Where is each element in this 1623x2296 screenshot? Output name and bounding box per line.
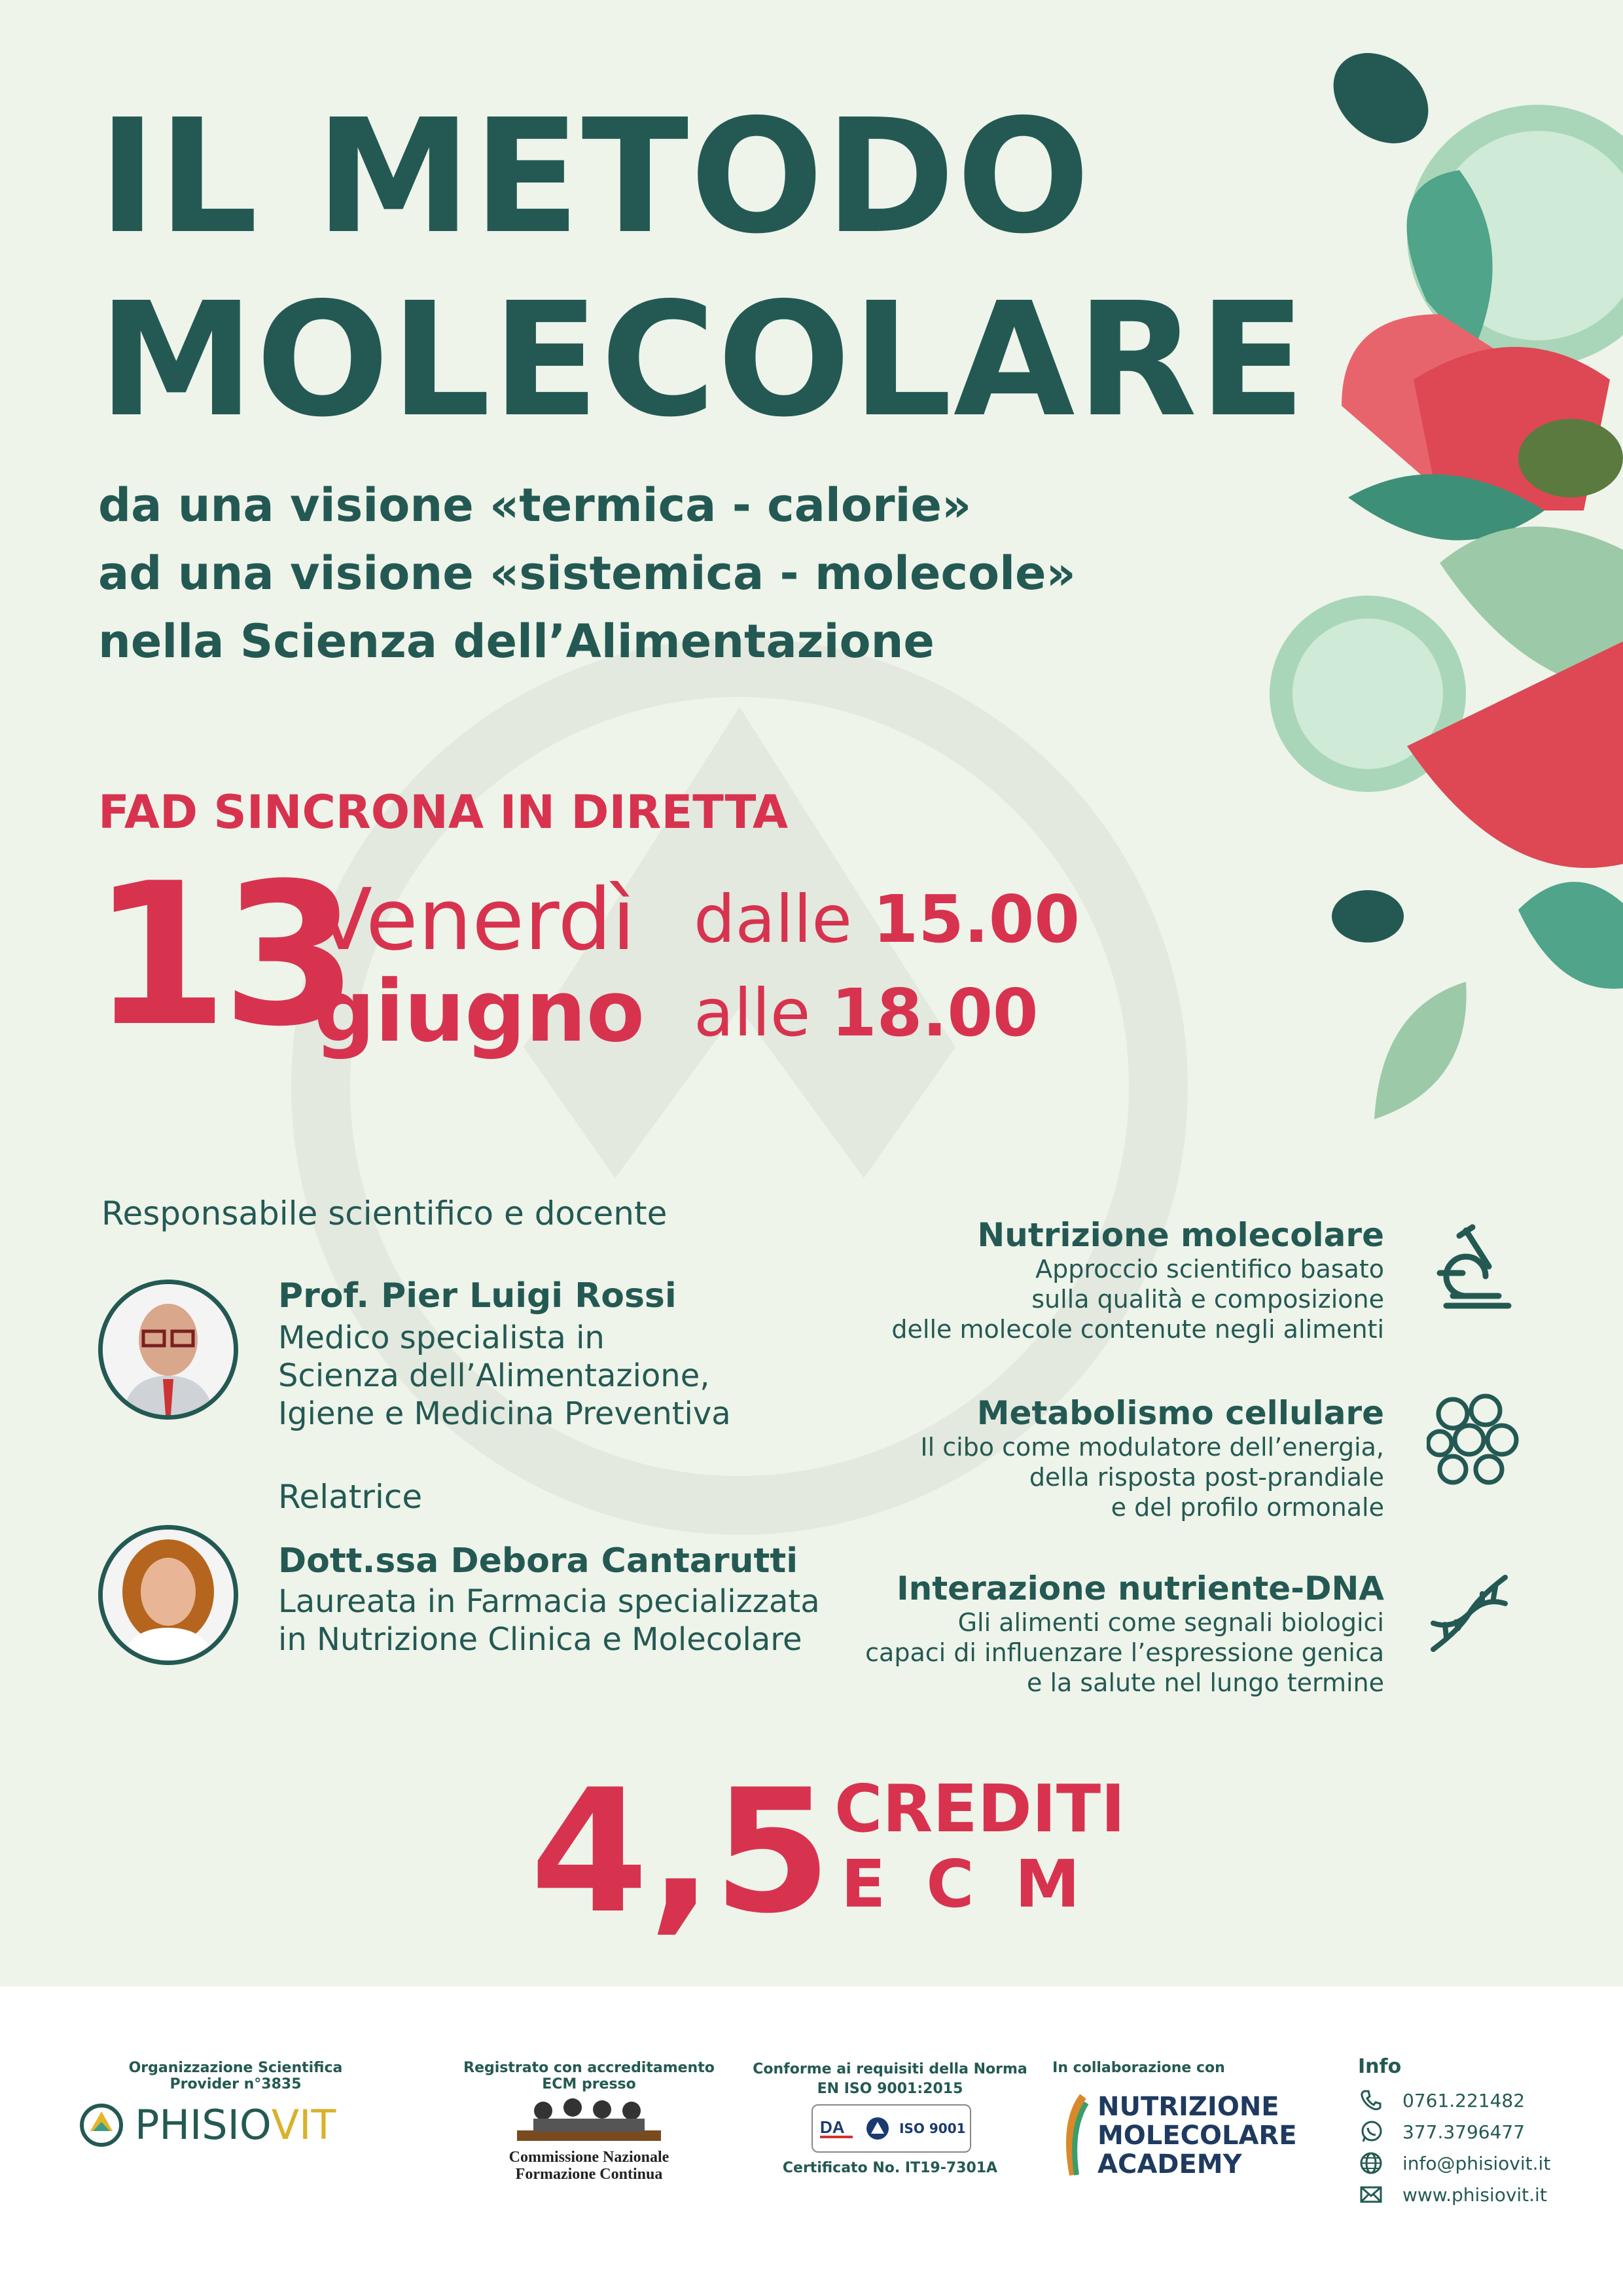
cnfc-line-1: Commissione Nazionale xyxy=(508,2149,669,2166)
microscope-icon xyxy=(1427,1217,1525,1316)
topic-desc-line: e del profilo ormonale xyxy=(1111,1493,1384,1522)
subtitle-line-3: nella Scienza dell’Alimentazione xyxy=(98,615,935,668)
globe-icon xyxy=(1358,2150,1384,2176)
da-logo-icon xyxy=(817,2112,856,2145)
ecm-label: Registrato con accreditamento ECM presso xyxy=(463,2060,715,2092)
academy-line-1: NUTRIZIONE xyxy=(1097,2092,1279,2122)
iso-certificate: Certificato No. IT19-7301A xyxy=(782,2160,998,2176)
relatrice-description xyxy=(278,1583,820,1659)
academy-line-2: MOLECOLARE xyxy=(1097,2121,1297,2151)
collab-label: In collaborazione con xyxy=(1052,2060,1225,2076)
cells-icon xyxy=(1427,1388,1525,1486)
end-time xyxy=(694,967,1038,1059)
dna-icon xyxy=(1420,1564,1518,1662)
event-mode: FAD SINCRONA IN DIRETTA xyxy=(98,785,789,839)
academy-logo xyxy=(1057,2090,1297,2181)
relatrice-label: Relatrice xyxy=(278,1478,423,1516)
start-time-value: 15.00 xyxy=(872,881,1080,958)
iso-label-1: Conforme ai requisiti della Norma xyxy=(753,2061,1027,2077)
phisiovit-logo xyxy=(79,2101,336,2149)
subtitle-line-2: ad una visione «sistemica - molecole» xyxy=(98,547,1076,600)
envelope-icon xyxy=(1358,2181,1384,2208)
start-time xyxy=(694,874,1080,965)
phisiovit-name-b: VIT xyxy=(271,2101,336,2149)
phisiovit-logo-icon xyxy=(79,2102,124,2148)
responsabile-name: Prof. Pier Luigi Rossi xyxy=(278,1276,677,1316)
topic-desc-line: della risposta post-prandiale xyxy=(1029,1463,1384,1492)
info-phone-text: 0761.221482 xyxy=(1402,2089,1525,2111)
event-weekday: Venerdì xyxy=(314,870,635,969)
start-time-label: dalle xyxy=(694,881,852,958)
title-line-2: MOLECOLARE xyxy=(98,268,1308,452)
info-web-text: www.phisiovit.it xyxy=(1402,2183,1547,2206)
avatar-rossi xyxy=(98,1280,238,1420)
topic-nutrizione-molecolare xyxy=(891,1216,1384,1344)
provider-label: Organizzazione Scientifica Provider n°3835 xyxy=(128,2060,343,2092)
topic-metabolismo-cellulare xyxy=(920,1394,1384,1522)
iso-badge xyxy=(812,2104,971,2153)
relatrice-desc-2: in Nutrizione Clinica e Molecolare xyxy=(278,1621,802,1658)
credits-number: 4,5 xyxy=(530,1753,832,1951)
main-title xyxy=(98,85,1307,452)
cnfc-logo xyxy=(510,2091,668,2144)
info-email[interactable] xyxy=(1358,2147,1550,2179)
credits-ecm: ECM xyxy=(841,1846,1121,1922)
whatsapp-icon xyxy=(1358,2119,1384,2145)
topic-title: Metabolismo cellulare xyxy=(976,1394,1384,1432)
topic-desc-line: delle molecole contenute negli alimenti xyxy=(891,1315,1384,1344)
topic-desc-line: sulla qualità e composizione xyxy=(1031,1285,1384,1314)
topic-desc-line: Il cibo come modulatore dell’energia, xyxy=(920,1433,1384,1462)
phone-icon xyxy=(1358,2087,1384,2113)
info-email-text: info@phisiovit.it xyxy=(1402,2152,1551,2174)
end-time-label: alle xyxy=(694,975,811,1051)
relatrice-desc-1: Laureata in Farmacia specializzata xyxy=(278,1583,820,1620)
responsabile-desc-1: Medico specialista in xyxy=(278,1319,605,1356)
cnfc-name xyxy=(452,2149,726,2183)
event-month: giugno xyxy=(314,961,645,1061)
info-list xyxy=(1358,2085,1550,2210)
relatrice-name: Dott.ssa Debora Cantarutti xyxy=(278,1541,798,1581)
subtitle-line-1: da una visione «termica - calorie» xyxy=(98,478,972,532)
iso-badge-text: ISO 9001 xyxy=(899,2121,966,2136)
end-time-value: 18.00 xyxy=(831,975,1039,1051)
topic-desc-line: Gli alimenti come segnali biologici xyxy=(957,1608,1384,1637)
title-line-1: IL METODO xyxy=(98,85,1092,268)
academy-logo-icon xyxy=(1057,2090,1090,2181)
topic-title: Interazione nutriente-DNA xyxy=(897,1570,1384,1607)
subtitle xyxy=(98,471,1076,675)
responsabile-desc-3: Igiene e Medicina Preventiva xyxy=(278,1395,731,1432)
topic-interazione-nutriente-dna xyxy=(865,1570,1384,1698)
topic-desc-line: Approccio scientifico basato xyxy=(1035,1255,1384,1283)
info-web[interactable] xyxy=(1358,2179,1550,2210)
info-phone[interactable] xyxy=(1358,2085,1550,2116)
iso-label-2: EN ISO 9001:2015 xyxy=(817,2081,963,2097)
topic-title: Nutrizione molecolare xyxy=(977,1216,1384,1254)
academy-line-3: ACADEMY xyxy=(1097,2149,1242,2179)
info-whatsapp[interactable] xyxy=(1358,2116,1550,2147)
svg-text:DA: DA xyxy=(820,2117,845,2137)
topic-desc-line: capaci di influenzare l’espressione genica xyxy=(865,1638,1384,1667)
phisiovit-name-a: PHISIO xyxy=(135,2101,272,2149)
cnfc-line-2: Formazione Continua xyxy=(515,2166,663,2183)
topic-desc-line: e la salute nel lungo termine xyxy=(1026,1668,1384,1697)
info-whatsapp-text: 377.3796477 xyxy=(1402,2121,1525,2143)
credits-word: CREDITI xyxy=(834,1770,1126,1847)
accredia-logo-icon xyxy=(865,2115,891,2142)
iso-label xyxy=(753,2060,1027,2099)
responsabile-desc-2: Scienza dell’Alimentazione, xyxy=(278,1357,710,1394)
responsabile-label: Responsabile scientifico e docente xyxy=(101,1194,668,1232)
avatar-cantarutti xyxy=(98,1525,238,1665)
responsabile-description xyxy=(278,1319,731,1433)
event-day-number: 13 xyxy=(92,841,352,1069)
footer xyxy=(0,1986,1623,2296)
academy-name xyxy=(1097,2092,1297,2179)
info-label: Info xyxy=(1358,2055,1402,2078)
